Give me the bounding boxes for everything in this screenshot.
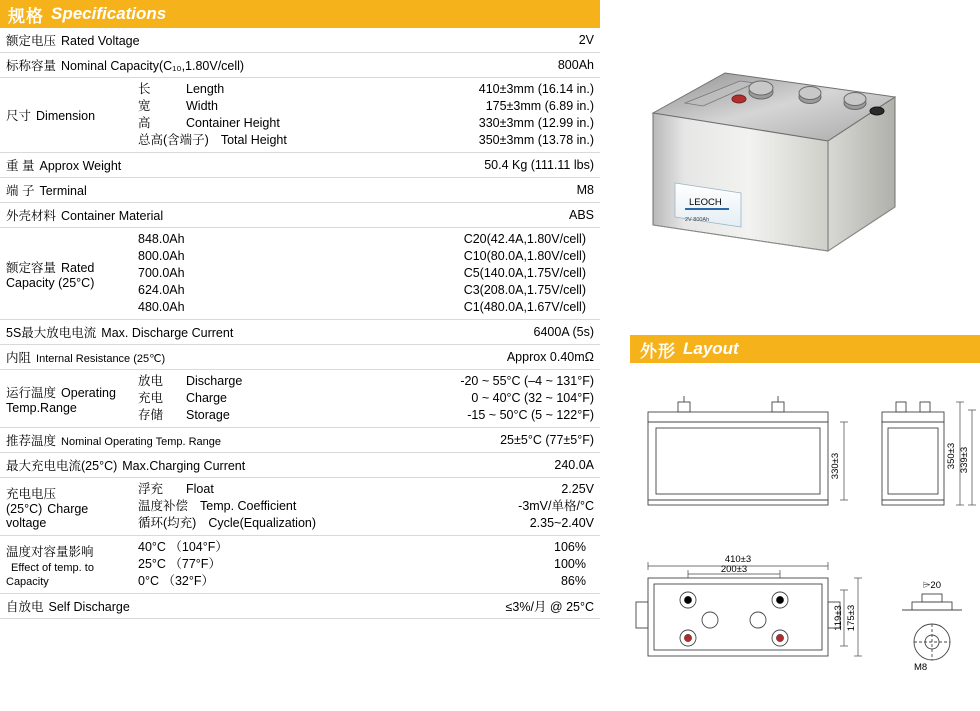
- sub-value: 175±3mm (6.89 in.): [485, 99, 594, 113]
- side-view-drawing: [882, 402, 944, 505]
- specifications-header-cn: 规格: [8, 6, 44, 26]
- capacity-condition: C3(208.0A,1.75V/cell): [463, 283, 586, 297]
- list-item: [138, 556, 594, 573]
- table-row: [0, 178, 600, 203]
- layout-header: [630, 335, 980, 363]
- row-label-max-charging-current: [0, 453, 264, 478]
- dim-side-total-height: 350±3: [946, 442, 957, 470]
- sub-value: 2.35~2.40V: [529, 516, 594, 530]
- row-label-self-discharge: [0, 594, 264, 619]
- label-cn: 内阻: [6, 351, 32, 365]
- sub-value: 350±3mm (13.78 in.): [478, 133, 594, 147]
- table-row: [0, 320, 600, 345]
- capacity-condition: C5(140.0A,1.75V/cell): [463, 266, 586, 280]
- temp-label: 0°C （32°F）: [138, 574, 214, 588]
- list-item: [138, 539, 594, 556]
- row-label-internal-resistance: [0, 345, 264, 370]
- dim-terminal-label: M8: [914, 662, 928, 673]
- list-item: [138, 373, 594, 390]
- sub-value: -20 ~ 55°C (–4 ~ 131°F): [460, 374, 594, 388]
- sub-label-cn: 存储: [138, 408, 164, 422]
- sub-value: 330±3mm (12.99 in.): [478, 116, 594, 130]
- list-item: [138, 481, 594, 498]
- specifications-table: [0, 28, 600, 619]
- table-row: [0, 153, 600, 178]
- row-value-max-discharge: 6400A (5s): [264, 320, 600, 345]
- list-item: [138, 265, 594, 282]
- label-cn: 重 量: [6, 159, 35, 173]
- label-en: Operating Temp.Range: [6, 385, 116, 415]
- list-item: [138, 299, 594, 316]
- sub-label-cn: 浮充: [138, 482, 164, 496]
- dim-side-height2: 339±3: [959, 446, 970, 474]
- label-cn: 温度对容量影响: [6, 544, 94, 559]
- dim-top-inner: 200±3: [720, 564, 748, 575]
- list-item: [138, 132, 594, 149]
- sub-label-en: Charge: [186, 391, 227, 405]
- label-en: Terminal: [39, 184, 87, 198]
- battery-brand-text: LEOCH: [689, 197, 722, 208]
- row-value-terminal: M8: [264, 178, 600, 203]
- capacity-ah: 800.0Ah: [138, 249, 185, 263]
- capacity-condition: C20(42.4A,1.80V/cell): [463, 232, 586, 246]
- table-row: [0, 53, 600, 78]
- temp-value: 100%: [554, 557, 586, 571]
- sub-label-cn: 长: [138, 82, 151, 96]
- sub-label-cn: 宽: [138, 99, 151, 113]
- row-value-charge-voltage: [132, 478, 600, 536]
- label-en: Rated Voltage: [61, 34, 140, 48]
- label-en: Approx Weight: [39, 159, 122, 173]
- table-row: [0, 78, 600, 153]
- row-label-max-discharge: [0, 320, 264, 345]
- sub-label-cn: 温度补偿: [138, 499, 189, 513]
- sub-label-en: Discharge: [186, 374, 243, 388]
- list-item: [138, 81, 594, 98]
- specifications-header-en: Specifications: [51, 4, 167, 23]
- list-item: [138, 231, 594, 248]
- row-value-rated-voltage: 2V: [264, 28, 600, 53]
- label-en: Internal Resistance (25℃): [36, 353, 166, 365]
- dim-terminal-dia: ⌲20: [923, 580, 941, 591]
- capacity-ah: 624.0Ah: [138, 283, 185, 297]
- dim-top-width: 175±3: [846, 604, 857, 632]
- row-label-terminal: [0, 178, 264, 203]
- row-label-nominal-capacity: [0, 53, 264, 78]
- label-cn: 自放电: [6, 600, 44, 614]
- list-item: [138, 115, 594, 132]
- list-item: [138, 248, 594, 265]
- list-item: [138, 282, 594, 299]
- label-en: Self Discharge: [48, 600, 130, 614]
- sub-value: 2.25V: [561, 482, 594, 496]
- table-row: [0, 428, 600, 453]
- row-label-rated-capacity: [0, 228, 132, 320]
- capacity-condition: C1(480.0A,1.67V/cell): [463, 300, 586, 314]
- table-row: [0, 203, 600, 228]
- label-cn: 5S最大放电电流: [6, 326, 97, 340]
- sub-label-en: Float: [186, 482, 214, 496]
- dim-top-width2: 119±3: [833, 605, 844, 631]
- dim-top-length: 410±3: [724, 554, 752, 565]
- label-en: Container Material: [61, 209, 164, 223]
- list-item: [138, 407, 594, 424]
- terminal-detail-drawing: [902, 594, 962, 660]
- list-item: [138, 573, 594, 590]
- sub-label-en: Storage: [186, 408, 230, 422]
- label-cn: 充电电压(25°C): [6, 486, 57, 516]
- specifications-header: [0, 0, 600, 28]
- row-value-dimension: [132, 78, 600, 153]
- sub-label-en: Container Height: [186, 116, 280, 130]
- row-label-operating-temp: [0, 370, 132, 428]
- table-row: [0, 345, 600, 370]
- sub-label-en: Temp. Coefficient: [200, 499, 297, 513]
- table-row: [0, 453, 600, 478]
- temp-label: 40°C （104°F）: [138, 540, 228, 554]
- top-view-terminal-colors: [685, 597, 784, 642]
- svg-text:2V 800Ah: 2V 800Ah: [685, 217, 710, 223]
- label-cn: 端 子: [6, 184, 35, 198]
- capacity-condition: C10(80.0A,1.80V/cell): [463, 249, 586, 263]
- row-value-internal-resistance: Approx 0.40mΩ: [264, 345, 600, 370]
- sub-value: -15 ~ 50°C (5 ~ 122°F): [467, 408, 594, 422]
- front-view-drawing: [648, 396, 828, 505]
- label-en: Rated Capacity (25°C): [6, 260, 95, 290]
- list-item: [138, 390, 594, 407]
- sub-label-cn: 循环(均充): [138, 516, 197, 530]
- label-en: Dimension: [36, 109, 96, 123]
- row-value-rated-capacity: [132, 228, 600, 320]
- row-value-self-discharge: ≤3%/月 @ 25°C: [264, 594, 600, 619]
- label-cn: 额定容量: [6, 260, 57, 275]
- label-cn: 最大充电电流(25°C): [6, 459, 118, 473]
- list-item: [138, 498, 594, 515]
- sub-label-en: Cycle(Equalization): [208, 516, 317, 530]
- row-value-container-material: ABS: [264, 203, 600, 228]
- top-view-drawing: [636, 578, 840, 656]
- label-cn: 外壳材料: [6, 209, 57, 223]
- battery-product-photo: [645, 55, 965, 285]
- row-label-rated-voltage: [0, 28, 264, 53]
- row-label-temp-effect: [0, 536, 132, 594]
- dim-front-height: 330±3: [830, 452, 841, 480]
- capacity-ah: 480.0Ah: [138, 300, 185, 314]
- label-en: Nominal Operating Temp. Range: [61, 436, 222, 448]
- table-row: [0, 28, 600, 53]
- label-en: Max.Charging Current: [122, 459, 246, 473]
- row-value-nominal-capacity: 800Ah: [264, 53, 600, 78]
- table-row: [0, 536, 600, 594]
- label-en: Nominal Capacity(C₁₀,1.80V/cell): [61, 59, 245, 73]
- row-value-operating-temp: [132, 370, 600, 428]
- sub-value: -3mV/单格/°C: [518, 499, 594, 513]
- row-label-weight: [0, 153, 264, 178]
- table-row: [0, 370, 600, 428]
- sub-label-cn: 充电: [138, 391, 164, 405]
- label-en: Effect of temp. to Capacity: [6, 561, 94, 588]
- capacity-ah: 700.0Ah: [138, 266, 185, 280]
- sub-label-cn: 总高(含端子): [138, 133, 209, 147]
- layout-header-en: Layout: [683, 339, 739, 358]
- label-en: Max. Discharge Current: [101, 326, 234, 340]
- sub-label-en: Width: [186, 99, 218, 113]
- sub-label-en: Total Height: [220, 133, 287, 147]
- table-row: [0, 594, 600, 619]
- list-item: [138, 98, 594, 115]
- row-label-dimension: [0, 78, 132, 153]
- list-item: [138, 515, 594, 532]
- row-label-nominal-operating-temp: [0, 428, 264, 453]
- label-cn: 运行温度: [6, 385, 57, 400]
- sub-label-cn: 放电: [138, 374, 164, 388]
- layout-drawings: [630, 380, 980, 700]
- layout-header-cn: 外形: [640, 341, 676, 361]
- temp-value: 86%: [560, 574, 586, 588]
- table-row: [0, 228, 600, 320]
- table-row: [0, 478, 600, 536]
- sub-label-cn: 高: [138, 116, 151, 130]
- label-cn: 标称容量: [6, 59, 57, 73]
- temp-label: 25°C （77°F）: [138, 557, 221, 571]
- row-label-charge-voltage: [0, 478, 132, 536]
- sub-value: 410±3mm (16.14 in.): [478, 82, 594, 96]
- sub-label-en: Length: [186, 82, 225, 96]
- label-en: Charge voltage: [6, 501, 89, 530]
- sub-value: 0 ~ 40°C (32 ~ 104°F): [471, 391, 594, 405]
- temp-value: 106%: [554, 540, 586, 554]
- label-cn: 尺寸: [6, 109, 32, 123]
- label-cn: 额定电压: [6, 34, 57, 48]
- label-cn: 推荐温度: [6, 434, 57, 448]
- row-value-nominal-operating-temp: 25±5°C (77±5°F): [264, 428, 600, 453]
- row-label-container-material: [0, 203, 264, 228]
- capacity-ah: 848.0Ah: [138, 232, 185, 246]
- row-value-weight: 50.4 Kg (111.11 lbs): [264, 153, 600, 178]
- row-value-temp-effect: [132, 536, 600, 594]
- row-value-max-charging-current: 240.0A: [264, 453, 600, 478]
